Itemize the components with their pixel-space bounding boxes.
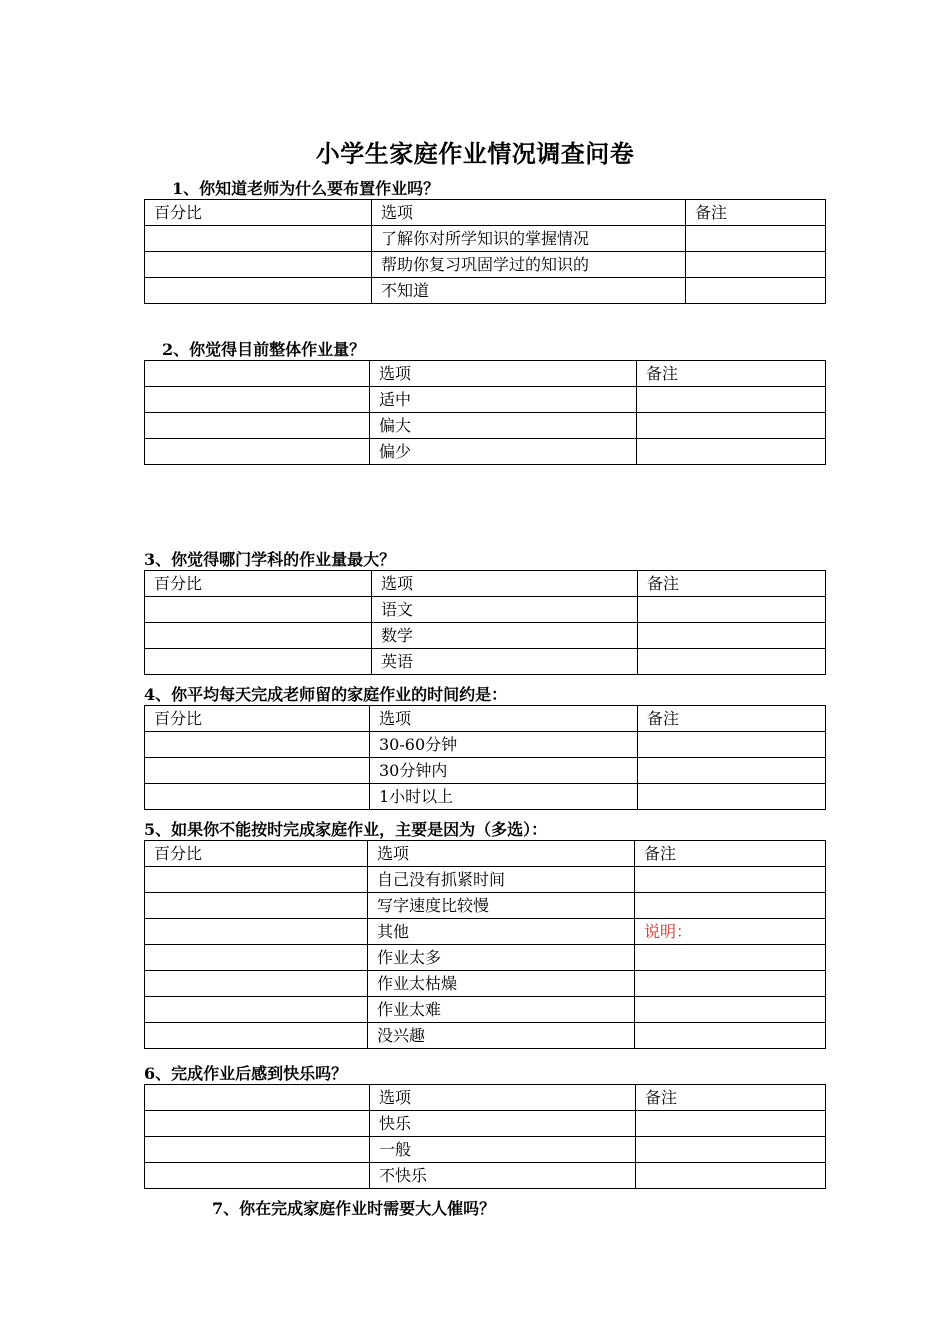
- header-percent: 百分比: [145, 706, 370, 732]
- header-option: 选项: [370, 361, 637, 387]
- option-cell: 语文: [372, 597, 638, 623]
- note-cell[interactable]: [638, 732, 826, 758]
- option-cell: 其他: [368, 919, 635, 945]
- table-header: [145, 706, 826, 732]
- table-row: [145, 226, 826, 252]
- percent-cell[interactable]: [145, 997, 368, 1023]
- table-header: [145, 361, 826, 387]
- option-cell: 自己没有抓紧时间: [368, 867, 635, 893]
- note-cell[interactable]: [636, 1111, 826, 1137]
- percent-cell[interactable]: [145, 945, 368, 971]
- percent-cell[interactable]: [145, 252, 372, 278]
- table-q2: [144, 360, 826, 465]
- option-cell: 作业太枯燥: [368, 971, 635, 997]
- header-option: 选项: [372, 571, 638, 597]
- percent-cell[interactable]: [145, 758, 370, 784]
- question-6: 6、完成作业后感到快乐吗？: [144, 1064, 348, 1083]
- question-3: 3、你觉得哪门学科的作业量最大？: [144, 550, 396, 569]
- percent-cell[interactable]: [145, 784, 370, 810]
- note-cell[interactable]: [686, 252, 826, 278]
- table-row: [145, 278, 826, 304]
- note-cell[interactable]: [635, 971, 826, 997]
- table-row: [145, 439, 826, 465]
- header-option: 选项: [370, 706, 638, 732]
- table-row: [145, 1111, 826, 1137]
- percent-cell[interactable]: [145, 971, 368, 997]
- header-percent: 百分比: [145, 841, 368, 867]
- note-cell[interactable]: [638, 597, 826, 623]
- percent-cell[interactable]: [145, 278, 372, 304]
- note-cell[interactable]: [635, 945, 826, 971]
- option-cell: 了解你对所学知识的掌握情况: [372, 226, 686, 252]
- header-option: 选项: [370, 1085, 636, 1111]
- option-cell: 快乐: [370, 1111, 636, 1137]
- percent-cell[interactable]: [145, 387, 370, 413]
- percent-cell[interactable]: [145, 439, 370, 465]
- note-cell[interactable]: [635, 1023, 826, 1049]
- table-row: [145, 1137, 826, 1163]
- table-header: [145, 841, 826, 867]
- note-cell[interactable]: [638, 758, 826, 784]
- option-cell: 数学: [372, 623, 638, 649]
- table-row: [145, 252, 826, 278]
- question-4: 4、你平均每天完成老师留的家庭作业的时间约是：: [144, 685, 508, 704]
- option-cell: 30-60分钟: [370, 732, 638, 758]
- table-q5: [144, 840, 826, 1049]
- option-cell: 不快乐: [370, 1163, 636, 1189]
- percent-cell[interactable]: [145, 413, 370, 439]
- table-row: [145, 784, 826, 810]
- option-cell: 30分钟内: [370, 758, 638, 784]
- percent-cell[interactable]: [145, 649, 372, 675]
- note-cell[interactable]: [635, 893, 826, 919]
- note-cell[interactable]: [686, 278, 826, 304]
- percent-cell[interactable]: [145, 226, 372, 252]
- option-cell: 英语: [372, 649, 638, 675]
- header-percent: [145, 361, 370, 387]
- header-note: 备注: [636, 1085, 826, 1111]
- table-row: [145, 387, 826, 413]
- option-cell: 1小时以上: [370, 784, 638, 810]
- table-q3: [144, 570, 826, 675]
- header-percent: 百分比: [145, 200, 372, 226]
- header-option: 选项: [372, 200, 686, 226]
- percent-cell[interactable]: [145, 1137, 370, 1163]
- table-row: [145, 597, 826, 623]
- question-7: 7、你在完成家庭作业时需要大人催吗？: [212, 1199, 496, 1218]
- header-option: 选项: [368, 841, 635, 867]
- note-cell[interactable]: [637, 439, 826, 465]
- header-percent: 百分比: [145, 571, 372, 597]
- percent-cell[interactable]: [145, 623, 372, 649]
- header-note: 备注: [635, 841, 826, 867]
- header-note: 备注: [638, 706, 826, 732]
- percent-cell[interactable]: [145, 867, 368, 893]
- table-header: [145, 200, 826, 226]
- table-row: [145, 945, 826, 971]
- option-cell: 偏大: [370, 413, 637, 439]
- table-row: [145, 413, 826, 439]
- note-cell[interactable]: [637, 413, 826, 439]
- option-cell: 不知道: [372, 278, 686, 304]
- percent-cell[interactable]: [145, 1111, 370, 1137]
- note-cell[interactable]: [635, 867, 826, 893]
- table-q6: [144, 1084, 826, 1189]
- table-row: [145, 1023, 826, 1049]
- table-row: [145, 649, 826, 675]
- table-row: [145, 971, 826, 997]
- question-1: 1、你知道老师为什么要布置作业吗？: [172, 179, 440, 198]
- table-row: [145, 893, 826, 919]
- header-note: 备注: [638, 571, 826, 597]
- table-header: [145, 1085, 826, 1111]
- note-cell[interactable]: [635, 997, 826, 1023]
- option-cell: 偏少: [370, 439, 637, 465]
- option-cell: 作业太难: [368, 997, 635, 1023]
- note-cell[interactable]: [638, 623, 826, 649]
- table-q4: [144, 705, 826, 810]
- option-cell: 作业太多: [368, 945, 635, 971]
- percent-cell[interactable]: [145, 732, 370, 758]
- table-row: [145, 867, 826, 893]
- question-5: 5、如果你不能按时完成家庭作业，主要是因为（多选）：: [144, 820, 548, 839]
- table-header: [145, 571, 826, 597]
- percent-cell[interactable]: [145, 893, 368, 919]
- header-percent: [145, 1085, 370, 1111]
- note-cell[interactable]: [638, 649, 826, 675]
- table-row: [145, 732, 826, 758]
- note-cell[interactable]: [686, 226, 826, 252]
- option-cell: 写字速度比较慢: [368, 893, 635, 919]
- header-note: 备注: [686, 200, 826, 226]
- note-cell[interactable]: [638, 784, 826, 810]
- question-2: 2、你觉得目前整体作业量？: [162, 340, 366, 359]
- option-cell: 没兴趣: [368, 1023, 635, 1049]
- table-row: [145, 919, 826, 945]
- note-cell[interactable]: [636, 1137, 826, 1163]
- note-cell[interactable]: [637, 387, 826, 413]
- option-cell: 一般: [370, 1137, 636, 1163]
- percent-cell[interactable]: [145, 597, 372, 623]
- table-q1: [144, 199, 826, 304]
- table-row: [145, 997, 826, 1023]
- percent-cell[interactable]: [145, 1163, 370, 1189]
- page-title: 小学生家庭作业情况调查问卷: [315, 139, 635, 168]
- option-cell: 适中: [370, 387, 637, 413]
- percent-cell[interactable]: [145, 919, 368, 945]
- note-cell[interactable]: [636, 1163, 826, 1189]
- note-explanation[interactable]: 说明：: [635, 919, 826, 945]
- option-cell: 帮助你复习巩固学过的知识的: [372, 252, 686, 278]
- table-row: [145, 623, 826, 649]
- table-row: [145, 758, 826, 784]
- percent-cell[interactable]: [145, 1023, 368, 1049]
- table-row: [145, 1163, 826, 1189]
- header-note: 备注: [637, 361, 826, 387]
